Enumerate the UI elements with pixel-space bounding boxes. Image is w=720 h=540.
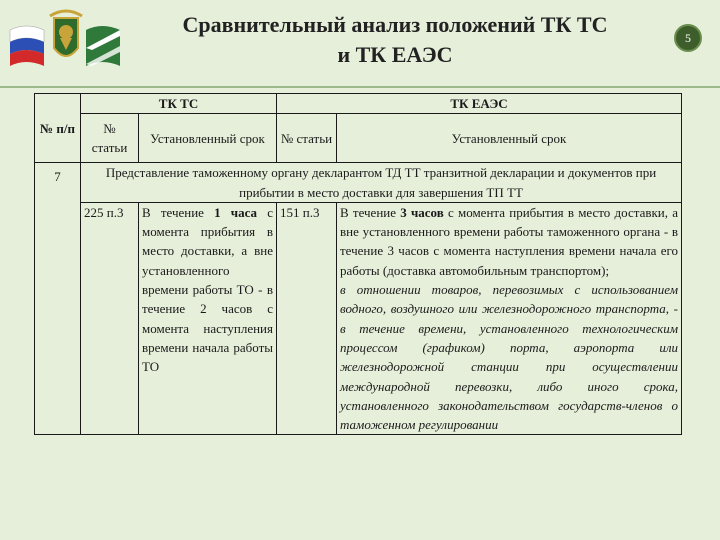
col-article-header-tkeaes: № статьи [277, 114, 337, 163]
row-number: 7 [35, 163, 81, 435]
tkeaes-term-bold: 3 часов [400, 204, 444, 220]
tkeaes-term-prefix: В течение [340, 204, 401, 220]
group-header-tkeaes: ТК ЕАЭС [277, 94, 682, 114]
table-header-row-1 [35, 94, 682, 114]
slide-number-badge: 5 [674, 24, 702, 52]
tkeaes-article-cell: 151 п.3 [277, 202, 337, 435]
slide-header [0, 0, 720, 88]
table-header-row-2 [35, 114, 682, 163]
customs-emblem-logo [6, 8, 124, 78]
tkeaes-term-cell [337, 202, 682, 435]
row-description: Представление таможенному органу декларантом ТД ТТ транзитной декларации и документов при прибытии в место доставки для завершения ТП ТТ [81, 163, 682, 203]
col-number-header: № п/п [35, 94, 81, 163]
tkeaes-term-rest: с момента прибытия в место доставки, а вне установленного времени работы таможенного органа - в течение 3 часов с момента наступления времени начала его работы (доставка автомобильным транспортом); [340, 204, 679, 278]
page-title [130, 10, 660, 70]
tkts-term-bold: 1 часа [214, 204, 258, 220]
header-divider [0, 86, 720, 88]
col-term-header-tkeaes: Установленный срок [337, 114, 682, 163]
tkts-term-prefix: В течение [142, 204, 215, 220]
col-article-header-tkts: № статьи [81, 114, 139, 163]
group-header-tkts: ТК ТС [81, 94, 277, 114]
tkts-term-rest: с момента прибытия в место доставки, а вне установленного времени работы ТО - в течение 2 часов с момента наступления времени начала работы ТО [142, 204, 273, 375]
title-line-2: и ТК ЕАЭС [337, 42, 453, 67]
table-row-terms [35, 202, 682, 435]
table-row-description [35, 163, 682, 203]
col-term-header-tkts: Установленный срок [139, 114, 277, 163]
tkts-article-cell: 225 п.3 [81, 202, 139, 435]
comparison-table [34, 93, 682, 435]
tkeaes-term-italic: в отношении товаров, перевозимых с использованием водного, воздушного или железнодорожного транспорта, - в течение времени, установленного технологическим процессом (графиком) порта, аэропорта или железнодорожной станции при осуществлении международной перевозки, либо иного срока, установленного законодательством государств-членов о таможенном регулировании [340, 282, 679, 433]
tkts-term-cell [139, 202, 277, 435]
title-line-1: Сравнительный анализ положений ТК ТС [182, 12, 608, 37]
